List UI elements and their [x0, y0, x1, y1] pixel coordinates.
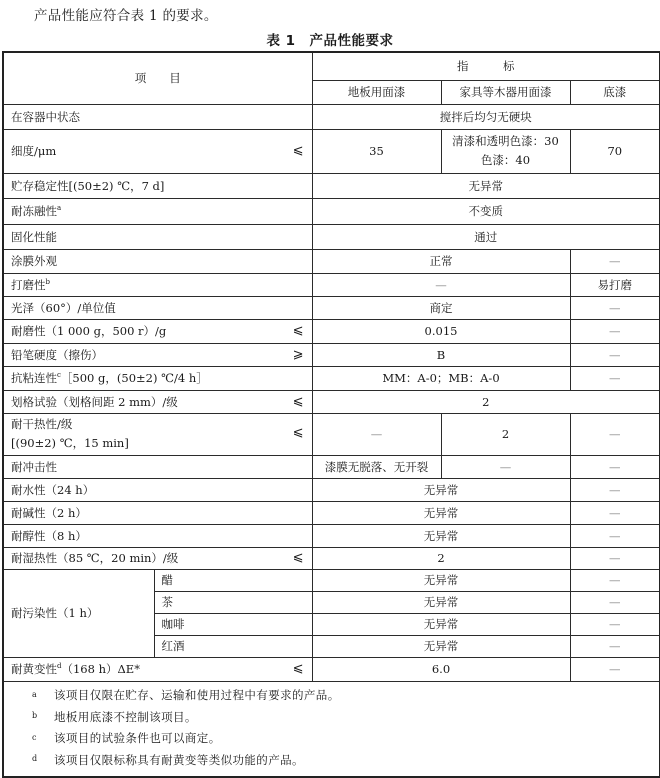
- sub-item-label: 红酒: [154, 635, 312, 657]
- footnote-text: 地板用底漆不控制该项目。: [54, 709, 197, 724]
- table-header-row: [3, 52, 660, 80]
- row-label: [3, 273, 312, 296]
- row-label: 贮存稳定性[(50±2) ℃，7 d]: [3, 173, 312, 198]
- footnote-mark: a: [32, 689, 37, 699]
- row-value-topcoats: 无异常: [312, 635, 570, 657]
- row-label-text: 耐冻融性: [11, 204, 57, 218]
- row-value-topcoats: —: [312, 273, 570, 296]
- row-value-primer: —: [570, 591, 660, 613]
- table-title: 产品性能要求: [309, 33, 394, 49]
- row-value: 无异常: [312, 173, 660, 198]
- table-row: [3, 547, 660, 569]
- header-furniture-topcoat: 家具等木器用面漆: [441, 80, 570, 104]
- less-equal-operator: ⩽: [292, 550, 304, 565]
- table-row: [3, 198, 660, 224]
- row-value-topcoats: 无异常: [312, 591, 570, 613]
- row-label: [3, 366, 312, 390]
- row-label: [3, 343, 312, 366]
- row-value-primer: 70: [570, 129, 660, 173]
- footnotes: [3, 681, 660, 777]
- table-row: [3, 413, 660, 455]
- row-label: [3, 390, 312, 413]
- table-row: [3, 319, 660, 343]
- table-row: [3, 657, 660, 681]
- footnote-c: [4, 728, 659, 750]
- row-value-topcoats: 无异常: [312, 501, 570, 524]
- header-floor-topcoat: 地板用面漆: [312, 80, 441, 104]
- row-value-topcoats: 无异常: [312, 478, 570, 501]
- row-value-floor: —: [312, 413, 441, 455]
- row-value-primer: —: [570, 366, 660, 390]
- intro-paragraph: 产品性能应符合表 1 的要求。: [34, 8, 218, 24]
- row-label-text: 耐黄变性: [11, 662, 57, 676]
- row-value-topcoats: 2: [312, 547, 570, 569]
- footnotes-row: [3, 681, 660, 777]
- row-value-primer: —: [570, 343, 660, 366]
- table-row: [3, 455, 660, 478]
- row-label-text: 抗粘连性: [11, 371, 57, 385]
- row-label: [3, 129, 312, 173]
- row-value-topcoats: MM：A-0；MB：A-0: [312, 366, 570, 390]
- value-line: 清漆和透明色漆：30: [452, 134, 559, 148]
- table-row: [3, 104, 660, 129]
- row-label-line2: [(90±2) ℃，15 min]: [11, 436, 129, 450]
- row-value-topcoats: 无异常: [312, 569, 570, 591]
- row-label-suffix: （168 h）ΔE*: [61, 662, 140, 676]
- row-label-text: 划格试验（划格间距 2 mm）/级: [11, 394, 178, 409]
- row-value-primer: —: [570, 501, 660, 524]
- row-label: 耐污染性（1 h）: [3, 569, 154, 657]
- row-value-primer: —: [570, 657, 660, 681]
- row-value-topcoats: 6.0: [312, 657, 570, 681]
- row-value-primer: —: [570, 249, 660, 273]
- footnote-text: 该项目仅限在贮存、运输和使用过程中有要求的产品。: [54, 688, 340, 703]
- sub-item-label: 咖啡: [154, 613, 312, 635]
- footnote-d: [4, 749, 659, 771]
- footnote-mark: d: [32, 754, 38, 763]
- footnote-mark: b: [32, 711, 38, 720]
- less-equal-operator: ⩽: [292, 143, 304, 158]
- row-label: [3, 547, 312, 569]
- row-label: 耐醇性（8 h）: [3, 524, 312, 547]
- table-row: [3, 249, 660, 273]
- table-row: [3, 173, 660, 198]
- row-label: [3, 319, 312, 343]
- table-row: [3, 366, 660, 390]
- row-label-text: 耐干热性/级: [11, 417, 73, 431]
- table-row: [3, 273, 660, 296]
- row-value-floor: 漆膜无脱落、无开裂: [312, 455, 441, 478]
- row-value-topcoats: 正常: [312, 249, 570, 273]
- row-label-text: 耐磨性（1 000 g，500 r）/g: [11, 324, 167, 338]
- row-label-text: 耐湿热性（85 ℃，20 min）/级: [11, 551, 179, 565]
- footnote-a: [4, 685, 659, 707]
- table-row: [3, 478, 660, 501]
- footnote-mark: d: [57, 662, 62, 671]
- row-label-text: 打磨性: [11, 277, 46, 292]
- table-row: [3, 569, 660, 591]
- row-label: 耐水性（24 h）: [3, 478, 312, 501]
- row-value-furniture: [441, 129, 570, 173]
- row-value-primer: —: [570, 413, 660, 455]
- less-equal-operator: ⩽: [292, 661, 304, 676]
- table-row: [3, 390, 660, 413]
- row-label: 光泽（60°）/单位值: [3, 296, 312, 319]
- footnote-b: [4, 706, 659, 728]
- table-row: [3, 524, 660, 547]
- row-value-primer: —: [570, 547, 660, 569]
- row-value-primer: —: [570, 455, 660, 478]
- less-equal-operator: ⩽: [292, 424, 304, 440]
- row-value-primer: —: [570, 613, 660, 635]
- less-equal-operator: ⩽: [292, 323, 304, 338]
- row-label: 固化性能: [3, 224, 312, 249]
- footnote-text: 该项目的试验条件也可以商定。: [54, 731, 221, 746]
- header-indicator: 指 标: [312, 52, 660, 80]
- performance-requirements-table: [2, 51, 660, 778]
- footnote-mark: a: [57, 204, 62, 213]
- row-value: 不变质: [312, 198, 660, 224]
- table-row: [3, 501, 660, 524]
- row-value-primer: —: [570, 319, 660, 343]
- row-label: 涂膜外观: [3, 249, 312, 273]
- header-item: 项 目: [3, 52, 312, 104]
- row-label-suffix: ［500 g，(50±2) ℃/4 h］: [60, 371, 208, 385]
- row-label: [3, 657, 312, 681]
- row-value-topcoats: 0.015: [312, 319, 570, 343]
- row-value-primer: —: [570, 296, 660, 319]
- row-value-topcoats: 无异常: [312, 524, 570, 547]
- row-label: 耐碱性（2 h）: [3, 501, 312, 524]
- value-line: 色漆：40: [480, 153, 531, 167]
- footnote-mark: c: [32, 732, 37, 742]
- row-value-primer: 易打磨: [570, 273, 660, 296]
- row-value: 2: [312, 390, 660, 413]
- footnote-mark: c: [57, 371, 61, 380]
- table-row: [3, 343, 660, 366]
- footnote-text: 该项目仅限标称具有耐黄变等类似功能的产品。: [54, 752, 304, 767]
- row-value-furniture: 2: [441, 413, 570, 455]
- row-label-text: 细度/μm: [11, 144, 57, 158]
- row-value: 通过: [312, 224, 660, 249]
- row-label: 耐冲击性: [3, 455, 312, 478]
- table-row: [3, 296, 660, 319]
- row-value-primer: —: [570, 524, 660, 547]
- header-primer: 底漆: [570, 80, 660, 104]
- row-value-primer: —: [570, 569, 660, 591]
- row-value-primer: —: [570, 478, 660, 501]
- row-label: 在容器中状态: [3, 104, 312, 129]
- footnote-mark: b: [45, 277, 50, 286]
- table-row: [3, 224, 660, 249]
- sub-item-label: 醋: [154, 569, 312, 591]
- row-value-topcoats: 无异常: [312, 613, 570, 635]
- row-value-topcoats: B: [312, 343, 570, 366]
- row-label-text: 铅笔硬度（擦伤）: [11, 347, 103, 362]
- row-value: 搅拌后均匀无硬块: [312, 104, 660, 129]
- less-equal-operator: ⩽: [292, 393, 304, 409]
- row-value-floor: 35: [312, 129, 441, 173]
- sub-item-label: 茶: [154, 591, 312, 613]
- table-caption: [0, 29, 660, 49]
- row-label: [3, 413, 312, 455]
- row-value-furniture: —: [441, 455, 570, 478]
- greater-equal-operator: ⩾: [292, 346, 304, 362]
- row-value-primer: —: [570, 635, 660, 657]
- table-number: 表 1: [266, 33, 296, 49]
- row-value-topcoats: 商定: [312, 296, 570, 319]
- row-label: [3, 198, 312, 224]
- table-row: [3, 129, 660, 173]
